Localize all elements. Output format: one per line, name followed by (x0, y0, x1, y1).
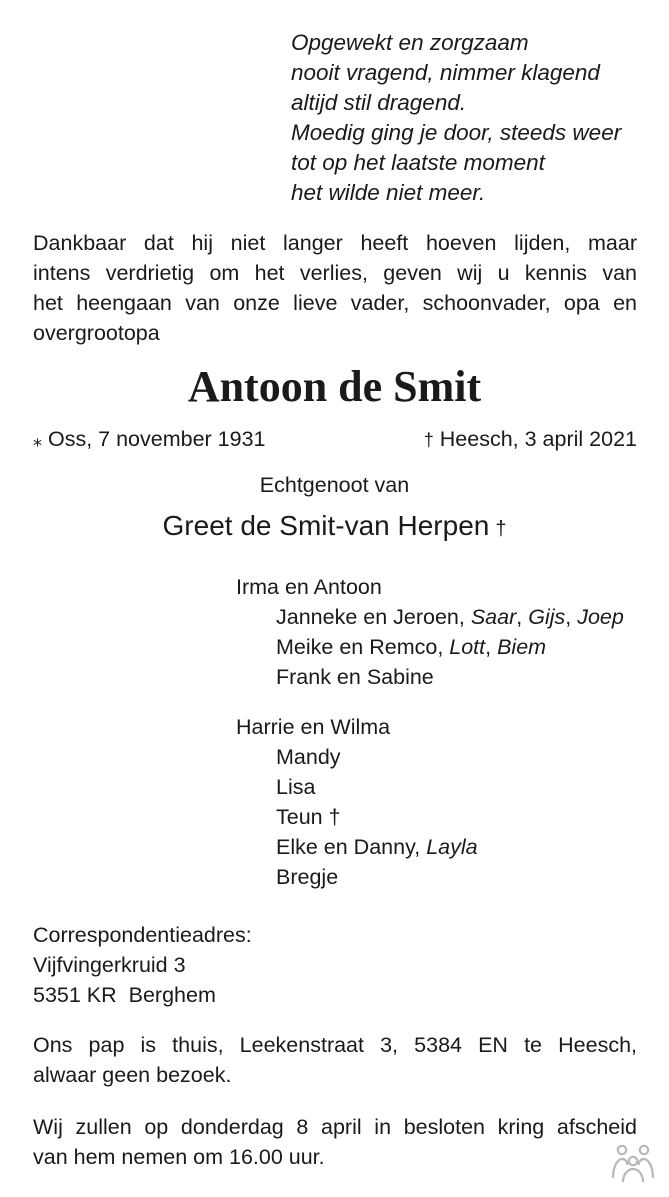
birth-date (33, 424, 266, 455)
address-city: 5351 KR Berghem (33, 983, 216, 1007)
family-child (236, 632, 624, 662)
home-notice (33, 1030, 637, 1090)
child-names: Bregje (276, 865, 339, 889)
people-group-icon (608, 1142, 658, 1184)
poem-line: het wilde niet meer. (291, 180, 486, 205)
separator: , (485, 635, 498, 659)
family-child (236, 602, 624, 632)
family-head: Irma en Antoon (236, 575, 382, 599)
child-names: Frank en Sabine (276, 665, 434, 689)
home-line: Ons pap is thuis, Leekenstraat 3, 5384 EN te Heesch, (33, 1033, 637, 1057)
farewell-line: van hem nemen om 16.00 uur. (33, 1145, 325, 1169)
family-group (236, 712, 478, 892)
spouse-label: Echtgenoot van (259, 473, 410, 497)
birth-star-icon: ⁎ (33, 430, 42, 450)
separator: , (565, 605, 578, 629)
poem-line: Moedig ging je door, steeds weer (291, 120, 622, 145)
family-child (236, 862, 478, 892)
poem-line: Opgewekt en zorgzaam (291, 30, 529, 55)
intro-line: het heengaan van onze lieve vader, schoonvader, opa en (33, 291, 637, 315)
farewell-notice (33, 1112, 637, 1172)
death-text: Heesch, 3 april 2021 (439, 427, 637, 451)
poem-line: nooit vragend, nimmer klagend (291, 60, 600, 85)
family-child (236, 742, 478, 772)
child-names: Meike en Remco, (276, 635, 450, 659)
correspondence-address (33, 920, 637, 1010)
grandchild-name: Joep (577, 605, 624, 629)
grandchild-name: Layla (426, 835, 478, 859)
farewell-line: Wij zullen op donderdag 8 april in besloten kring afscheid (33, 1115, 637, 1139)
spouse-name-text: Greet de Smit-van Herpen (162, 510, 490, 541)
cross-icon: † (495, 518, 507, 540)
family-child (236, 832, 478, 862)
birth-text: Oss, 7 november 1931 (47, 427, 266, 451)
child-names: Mandy (276, 745, 341, 769)
family-child (236, 772, 478, 802)
address-label: Correspondentieadres: (33, 923, 252, 947)
intro-paragraph (33, 228, 637, 348)
grandchild-name: Gijs (528, 605, 566, 629)
child-names: Janneke en Jeroen, (276, 605, 471, 629)
poem-line: altijd stil dragend. (291, 90, 467, 115)
death-date (424, 424, 637, 455)
poem (291, 28, 661, 208)
grandchild-name: Lott (449, 635, 486, 659)
intro-line: intens verdrietig om het verlies, geven wij u kennis van (33, 261, 637, 285)
cross-icon: † (423, 430, 434, 450)
family-child (236, 662, 624, 692)
grandchild-name: Biem (497, 635, 547, 659)
intro-line: Dankbaar dat hij niet langer heeft hoeven lijden, maar (33, 231, 637, 255)
separator: , (516, 605, 529, 629)
spouse-name (0, 508, 669, 547)
intro-line: overgrootopa (33, 321, 160, 345)
deceased-name: Antoon de Smit (187, 362, 482, 411)
family-group (236, 572, 624, 692)
poem-line: tot op het laatste moment (291, 150, 545, 175)
family-child (236, 802, 478, 832)
address-street: Vijfvingerkruid 3 (33, 953, 186, 977)
child-names: Teun † (276, 805, 341, 829)
family-head: Harrie en Wilma (236, 715, 391, 739)
home-line: alwaar geen bezoek. (33, 1063, 232, 1087)
child-names: Elke en Danny, (276, 835, 427, 859)
grandchild-name: Saar (470, 605, 517, 629)
child-names: Lisa (276, 775, 316, 799)
